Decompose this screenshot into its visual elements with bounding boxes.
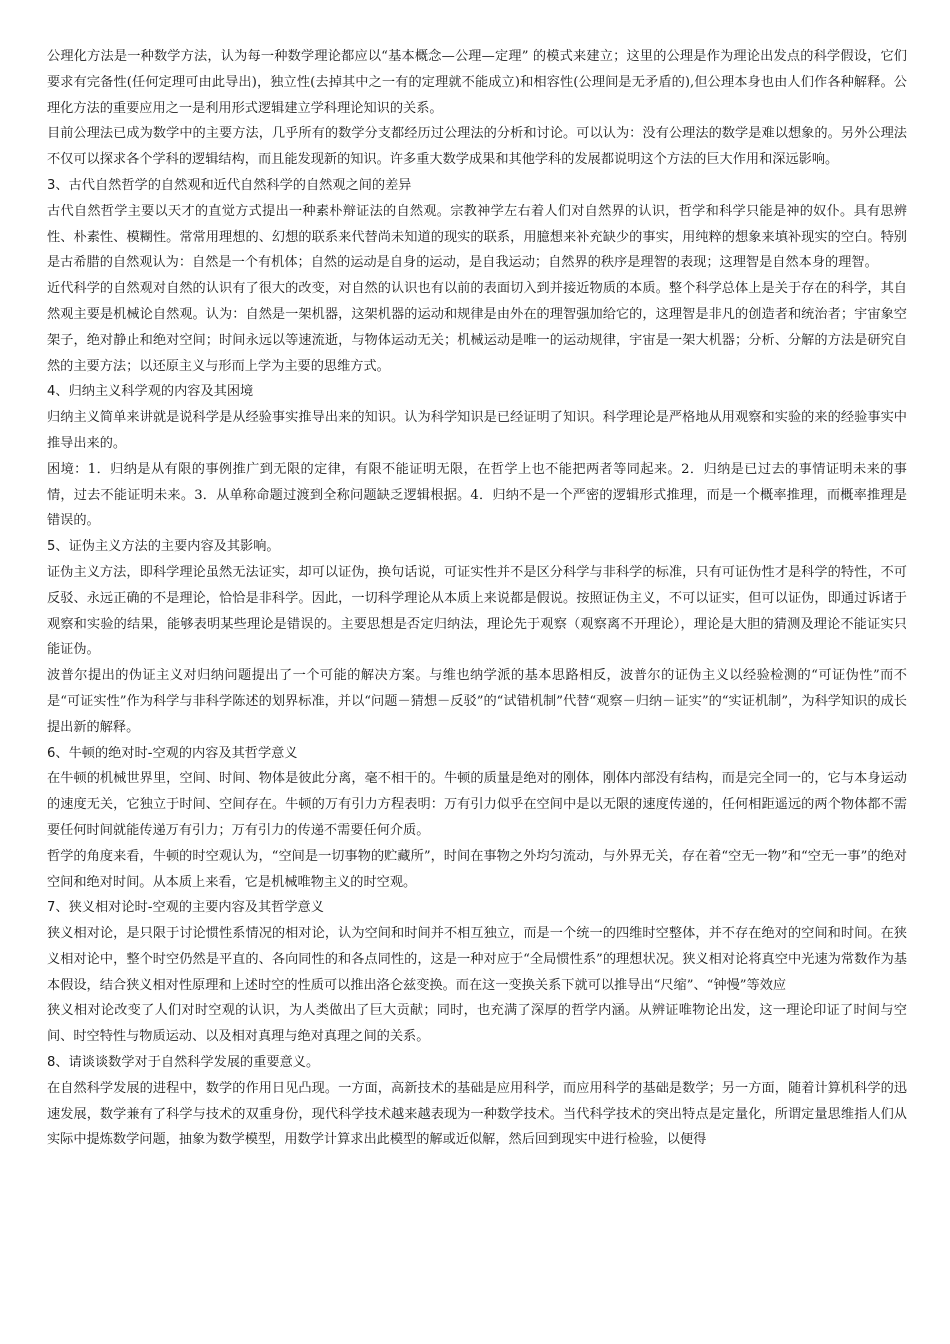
- paragraph-newton-philosophy: 哲学的角度来看，牛顿的时空观认为，“空间是一切事物的贮藏所”，时间在事物之外均匀流动，与外界无关，存在着“空无一物”和“空无一事”的绝对空间和绝对时间。从本质上来看，它是机械唯物主义的时空观。: [47, 848, 907, 890]
- paragraph-special-relativity: 狭义相对论，是只限于讨论惯性系情况的相对论，认为空间和时间并不相互独立，而是一个统一的四维时空整体，并不存在绝对的空间和时间。在狭义相对论中，整个时空仍然是平直的、各向同性的和各点同性的，这是一种对应于“全局惯性系”的理想状况。狭义相对论将真空中光速为常数作为基本假设，结合狭义相对性原理和上述时空的性质可以推出洛仑兹变换。而在这一变换关系下就可以推导出“尺缩”、“钟慢”等效应: [47, 926, 907, 993]
- heading-section-4: 4、归纳主义科学观的内容及其困境: [47, 384, 254, 400]
- paragraph-math-significance: 在自然科学发展的进程中，数学的作用日见凸现。一方面，高新技术的基础是应用科学，而应用科学的基础是数学；另一方面，随着计算机科学的迅速发展，数学兼有了科学与技术的双重身份，现代科学技术越来越表现为一种数学技术。当代科学技术的突出特点是定量化，所谓定量思维指人们从实际中提炼数学问题，抽象为数学模型，用数学计算求出此模型的解或近似解，然后回到现实中进行检验，以便得: [47, 1080, 907, 1148]
- paragraph-axiom-importance: 目前公理法已成为数学中的主要方法，几乎所有的数学分支都经历过公理法的分析和讨论。可以认为：没有公理法的数学是难以想象的。另外公理法不仅可以探求各个学科的逻辑结构，而且能发现新的知识。许多重大数学成果和其他学科的发展都说明这个方法的巨大作用和深远影响。: [47, 126, 907, 168]
- paragraph-inductivism: 归纳主义简单来讲就是说科学是从经验事实推导出来的知识。认为科学知识是已经证明了知识。科学理论是严格地从用观察和实验的来的经验事实中推导出来的。: [47, 410, 907, 451]
- paragraph-falsificationism: 证伪主义方法，即科学理论虽然无法证实，却可以证伪，换句话说，可证实性并不是区分科学与非科学的标准，只有可证伪性才是科学的特性，不可反驳、永远正确的不是理论，恰恰是非科学。因此，一切科学理论从本质上来说都是假说。按照证伪主义，不可以证实，但可以证伪，即通过诉诸于观察和实验的结果，能够表明某些理论是错误的。主要思想是否定归纳法，理论先于观察（观察离不开理论），理论是大胆的猜测及理论不能证实只能证伪。: [47, 564, 907, 658]
- document-body: [47, 44, 907, 1153]
- heading-section-3: 3、古代自然哲学的自然观和近代自然科学的自然观之间的差异: [47, 177, 412, 193]
- heading-section-7: 7、狭义相对论时-空观的主要内容及其哲学意义: [47, 900, 324, 916]
- paragraph-inductivism-dilemma: 困境：1．归纳是从有限的事例推广到无限的定律，有限不能证明无限，在哲学上也不能把两者等同起来。2．归纳是已过去的事情证明未来的事情，过去不能证明未来。3．从单称命题过渡到全称问题缺乏逻辑根据。4．归纳不是一个严密的逻辑形式推理，而是一个概率推理，而概率推理是错误的。: [47, 461, 907, 529]
- heading-section-5: 5、证伪主义方法的主要内容及其影响。: [47, 539, 280, 555]
- paragraph-modern-nature: 近代科学的自然观对自然的认识有了很大的改变，对自然的认识也有以前的表面切入到并接近物质的本质。整个科学总体上是关于存在的科学，其自然观主要是机械论自然观。认为：自然是一架机器，这架机器的运动和规律是由外在的理智强加给它的，这理智是非凡的创造者和统治者；宇宙象空架子，绝对静止和绝对空间；时间永远以等速流逝，与物体运动无关；机械运动是唯一的运动规律，宇宙是一架大机器；分析、分解的方法是研究自然的主要方法；以还原主义与形而上学为主要的思维方式。: [47, 281, 907, 374]
- heading-section-8: 8、请谈谈数学对于自然科学发展的重要意义。: [47, 1055, 320, 1071]
- paragraph-axiom-method: 公理化方法是一种数学方法，认为每一种数学理论都应以“基本概念—公理—定理” 的模式来建立；这里的公理是作为理论出发点的科学假设，它们要求有完备性(任何定理可由此导出)，独立性(去掉其中之一有的定理就不能成立)和相容性(公理间是无矛盾的),但公理本身也由人们作各种解释。公理化方法的重要应用之一是利用形式逻辑建立学科理论知识的关系。: [47, 49, 907, 116]
- paragraph-relativity-philosophy: 狭义相对论改变了人们对时空观的认识，为人类做出了巨大贡献；同时，也充满了深厚的哲学内涵。从辨证唯物论出发，这一理论印证了时间与空间、时空特性与物质运动、以及相对真理与绝对真理之间的关系。: [47, 1003, 907, 1045]
- paragraph-popper: 波普尔提出的伪证主义对归纳问题提出了一个可能的解决方案。与维也纳学派的基本思路相反，波普尔的证伪主义以经验检测的“可证伪性”而不是“可证实性”作为科学与非科学陈述的划界标准，并以“问题－猜想－反驳”的“试错机制”代替“观察－归纳－证实”的“实证机制”，为科学知识的成长提出新的解释。: [47, 668, 907, 735]
- paragraph-newton-absolute: 在牛顿的机械世界里，空间、时间、物体是彼此分离，毫不相干的。牛顿的质量是绝对的刚体，刚体内部没有结构，而是完全同一的，它与本身运动的速度无关，它独立于时间、空间存在。牛顿的万有引力方程表明：万有引力似乎在空间中是以无限的速度传递的，任何相距遥远的两个物体都不需要任何时间就能传递万有引力；万有引力的传递不需要任何介质。: [47, 771, 907, 838]
- paragraph-ancient-nature: 古代自然哲学主要以天才的直觉方式提出一种素朴辩证法的自然观。宗教神学左右着人们对自然界的认识，哲学和科学只能是神的奴仆。具有思辨性、朴素性、模糊性。常常用理想的、幻想的联系来代替尚未知道的现实的联系，用臆想来补充缺少的事实，用纯粹的想象来填补现实的空白。特别是古希腊的自然观认为：自然是一个有机体；自然的运动是自身的运动，是自我运动；自然界的秩序是理智的表现；这理智是自然本身的理智。: [47, 203, 907, 271]
- heading-section-6: 6、牛顿的绝对时-空观的内容及其哲学意义: [47, 745, 298, 761]
